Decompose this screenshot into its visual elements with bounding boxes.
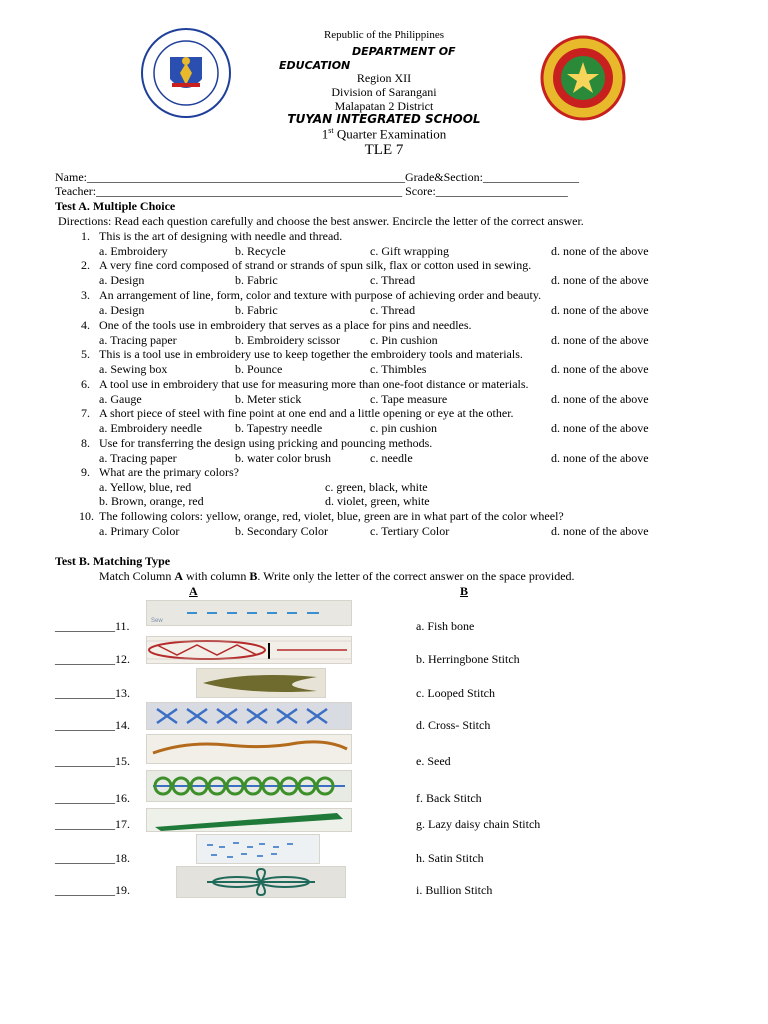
- column-b-choice: d. Cross- Stitch: [416, 718, 491, 732]
- question-text: Use for transferring the design using pricking and pouncing methods.: [99, 436, 433, 450]
- option-a[interactable]: a. Design: [99, 303, 145, 317]
- question-number: 3.: [81, 288, 90, 302]
- question-number: 1.: [81, 229, 90, 243]
- question-number: 6.: [81, 377, 90, 391]
- column-a-header: A: [189, 584, 198, 598]
- subject-title: TLE 7: [364, 142, 404, 158]
- question-text: A very fine cord composed of strand or strands of spun silk, flax or cotton used in sewing.: [99, 258, 532, 272]
- answer-blank[interactable]: __________16.: [55, 791, 130, 805]
- column-b-choice: a. Fish bone: [416, 619, 475, 633]
- option-a[interactable]: a. Tracing paper: [99, 451, 177, 465]
- option-d[interactable]: d. none of the above: [551, 362, 649, 376]
- test-b-instructions: Match Column A with column B. Write only the letter of the correct answer on the space provided.: [99, 569, 575, 583]
- question-number: 2.: [81, 258, 90, 272]
- republic-line: Republic of the Philippines: [323, 29, 445, 41]
- department-line: DEPARTMENT OF: [352, 45, 456, 58]
- option-a[interactable]: a. Tracing paper: [99, 333, 177, 347]
- option-a[interactable]: a. Primary Color: [99, 524, 180, 538]
- region-line: Region XII: [356, 71, 412, 85]
- question-text: This is a tool use in embroidery use to keep together the embroidery tools and materials.: [99, 347, 523, 361]
- column-b-choice: g. Lazy daisy chain Stitch: [416, 817, 541, 831]
- stitch-image-11: [146, 600, 352, 626]
- stitch-image-13: [196, 668, 326, 698]
- option-b[interactable]: b. Recycle: [235, 244, 286, 258]
- column-b-choice: f. Back Stitch: [416, 791, 482, 805]
- question-number: 10.: [79, 509, 94, 523]
- stitch-image-15: [146, 734, 352, 764]
- option-a[interactable]: a. Gauge: [99, 392, 142, 406]
- test-a-title: Test A. Multiple Choice: [55, 199, 176, 213]
- question-text: What are the primary colors?: [99, 465, 239, 479]
- stitch-image-12: [146, 636, 352, 664]
- svg-text:Sew: Sew: [151, 618, 163, 624]
- option-b[interactable]: b. Secondary Color: [235, 524, 328, 538]
- question-number: 9.: [81, 465, 90, 479]
- question-text: An arrangement of line, form, color and texture with purpose of achieving order and beauty.: [99, 288, 542, 302]
- question-text: The following colors: yellow, orange, red, violet, blue, green are in what part of the color wheel?: [99, 509, 564, 523]
- answer-blank[interactable]: __________11.: [55, 619, 130, 633]
- column-b-choice: i. Bullion Stitch: [416, 883, 493, 897]
- question-number: 8.: [81, 436, 90, 450]
- option-a[interactable]: a. Design: [99, 273, 145, 287]
- column-b-header: B: [460, 584, 469, 598]
- option-c[interactable]: c. Pin cushion: [370, 333, 438, 347]
- test-a-directions: Directions: Read each question carefully and choose the best answer. Encircle the letter of the correct answer.: [58, 214, 584, 228]
- answer-blank[interactable]: __________14.: [55, 718, 130, 732]
- education-line: EDUCATION: [279, 59, 351, 72]
- option-a[interactable]: a. Embroidery: [99, 244, 168, 258]
- answer-blank[interactable]: __________19.: [55, 883, 130, 897]
- stitch-image-18: [196, 834, 320, 864]
- option-b[interactable]: b. Fabric: [235, 303, 278, 317]
- answer-blank[interactable]: __________17.: [55, 817, 130, 831]
- column-b-choice: b. Herringbone Stitch: [416, 652, 520, 666]
- option-d[interactable]: d. none of the above: [551, 392, 649, 406]
- question-text: A tool use in embroidery that use for measuring more than one-foot distance or materials.: [99, 377, 529, 391]
- option-c[interactable]: c. Thread: [370, 273, 416, 287]
- option-b[interactable]: b. Tapestry needle: [235, 421, 323, 435]
- question-text: One of the tools use in embroidery that serves as a place for pins and needles.: [99, 318, 472, 332]
- option-c[interactable]: c. Tape measure: [370, 392, 448, 406]
- question-number: 5.: [81, 347, 90, 361]
- column-b-choice: h. Satin Stitch: [416, 851, 484, 865]
- column-b-choice: c. Looped Stitch: [416, 686, 495, 700]
- stitch-image-19: [176, 866, 346, 898]
- name-grade-field[interactable]: Name:_____________________________________________________Grade&Section:________________: [55, 170, 579, 184]
- option-d[interactable]: d. none of the above: [551, 333, 649, 347]
- option-d[interactable]: d. violet, green, white: [325, 494, 430, 508]
- option-b[interactable]: b. water color brush: [235, 451, 331, 465]
- answer-blank[interactable]: __________15.: [55, 754, 130, 768]
- teacher-score-field[interactable]: Teacher:___________________________________________________ Score:______________________: [55, 184, 568, 198]
- question-number: 7.: [81, 406, 90, 420]
- option-d[interactable]: d. none of the above: [551, 524, 649, 538]
- exam-title: 1st Quarter Examination: [321, 126, 447, 142]
- option-d[interactable]: d. none of the above: [551, 303, 649, 317]
- option-b[interactable]: b. Embroidery scissor: [235, 333, 340, 347]
- option-b[interactable]: b. Brown, orange, red: [99, 494, 204, 508]
- option-c[interactable]: c. Thimbles: [370, 362, 427, 376]
- stitch-image-16: [146, 770, 352, 802]
- option-c[interactable]: c. green, black, white: [325, 480, 428, 494]
- option-a[interactable]: a. Sewing box: [99, 362, 168, 376]
- option-d[interactable]: d. none of the above: [551, 421, 649, 435]
- answer-blank[interactable]: __________13.: [55, 686, 130, 700]
- option-d[interactable]: d. none of the above: [551, 451, 649, 465]
- question-number: 4.: [81, 318, 90, 332]
- option-b[interactable]: b. Meter stick: [235, 392, 302, 406]
- question-text: A short piece of steel with fine point at one end and a little opening or eye at the other.: [99, 406, 514, 420]
- answer-blank[interactable]: __________12.: [55, 652, 130, 666]
- option-c[interactable]: c. Tertiary Color: [370, 524, 450, 538]
- option-c[interactable]: c. pin cushion: [370, 421, 437, 435]
- stitch-image-14: [146, 702, 352, 730]
- option-a[interactable]: a. Embroidery needle: [99, 421, 202, 435]
- question-text: This is the art of designing with needle and thread.: [99, 229, 343, 243]
- school-name: TUYAN INTEGRATED SCHOOL: [287, 112, 481, 126]
- option-b[interactable]: b. Fabric: [235, 273, 278, 287]
- option-c[interactable]: c. Gift wrapping: [370, 244, 449, 258]
- option-c[interactable]: c. needle: [370, 451, 413, 465]
- test-b-title: Test B. Matching Type: [55, 554, 171, 568]
- column-b-choice: e. Seed: [416, 754, 451, 768]
- option-d[interactable]: d. none of the above: [551, 244, 649, 258]
- division-line: Division of Sarangani: [331, 85, 437, 99]
- stitch-image-17: [146, 808, 352, 832]
- option-b[interactable]: b. Pounce: [235, 362, 283, 376]
- option-c[interactable]: c. Thread: [370, 303, 416, 317]
- option-d[interactable]: d. none of the above: [551, 273, 649, 287]
- district-line: Malapatan 2 District: [334, 99, 434, 113]
- answer-blank[interactable]: __________18.: [55, 851, 130, 865]
- option-a[interactable]: a. Yellow, blue, red: [99, 480, 192, 494]
